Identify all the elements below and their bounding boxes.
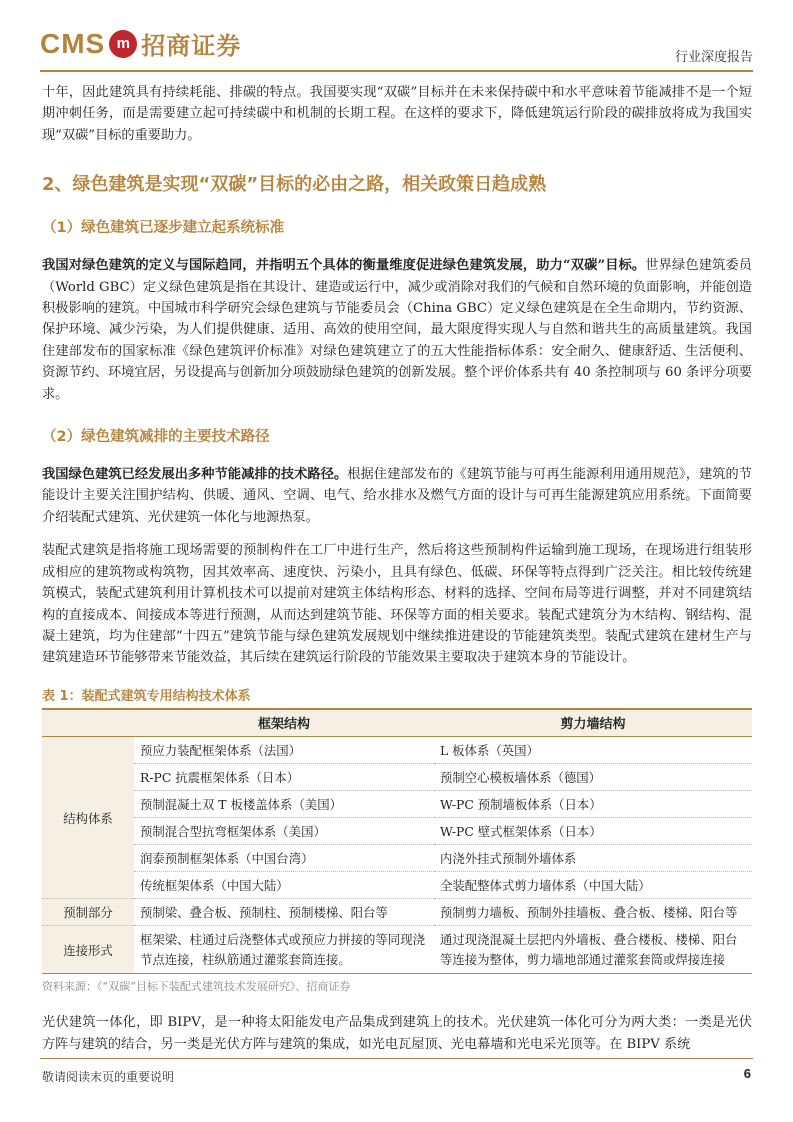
table-cell: 全装配整体式剪力墙体系（中国大陆）: [434, 872, 752, 899]
table-row: [42, 926, 752, 974]
cms-logo: [40, 26, 241, 61]
subsection-2-text: 根据住建部发布的《建筑节能与可再生能源利用通用规范》，建筑的节能设计主要关注围护结构、供暖、通风、空调、电气、给水排水及燃气方面的设计与可再生能源建筑应用系统。下面简要介绍装配式建筑、光伏建筑一体化与地源热泵。: [42, 467, 752, 525]
table-header-shearwall: 剪力墙结构: [434, 709, 752, 737]
table-row: [42, 845, 752, 872]
table-header-row: [42, 709, 752, 737]
table-row: [42, 764, 752, 791]
subsection-1-paragraph: [42, 255, 752, 405]
table-cell: 预制空心模板墙体系（德国）: [434, 764, 752, 791]
footer-disclaimer: 敬请阅读末页的重要说明: [42, 1070, 175, 1084]
subsection-1-title: （1）绿色建筑已逐步建立起系统标准: [42, 220, 285, 237]
page-number: 6: [743, 1066, 751, 1081]
structure-table: [42, 708, 752, 975]
table-row: [42, 899, 752, 926]
table-row: [42, 818, 752, 845]
table-cell: 预制混合型抗弯框架体系（美国）: [134, 818, 434, 845]
table-row: [42, 791, 752, 818]
header-divider: [40, 70, 753, 72]
prefab-paragraph: 装配式建筑是指将施工现场需要的预制构件在工厂中进行生产，然后将这些预制构件运输到施工现场，在现场进行组装形成相应的建筑物或构筑物，因其效率高、速度快、污染小，且具有绿色、低碳、环保等特点得到广泛关注。相比较传统建筑模式，装配式建筑利用计算机技术可以提前对建筑主体结构形态、材料的选择、空间布局等进行调整，并对不同建筑结构的直接成本、间接成本等进行预测，从而达到建筑节能、环保等方面的相关要求。装配式建筑分为木结构、钢结构、混凝土建筑，均为住建部“十四五”建筑节能与绿色建筑发展规划中继续推进建设的节能建筑类型。装配式建筑在建材生产与建筑建造环节能够带来节能效益，其后续在建筑运行阶段的节能效果主要取决于建筑本身的节能设计。: [42, 543, 752, 666]
page-header: [40, 18, 753, 70]
subsection-1-text: 世界绿色建筑委员（World GBC）定义绿色建筑是指在其设计、建造或运行中，减少或消除对我们的气候和自然环境的负面影响，并能创造积极影响的建筑。中国城市科学研究会绿色建筑与节能委员会（China GBC）定义绿色建筑是在全生命期内，节约资源、保护环境、减少污染，为人们提供健康、适用、高效的使用空间，最大限度得实现人与自然和谐共生的高质量建筑。我国住建部发布的国家标准《绿色建筑评价标准》对绿色建筑建立了的五大性能指标体系：安全耐久、健康舒适、生活便利、资源节约、环境宜居，另设提高与创新加分项鼓励绿色建筑的创新发展。整个评价体系共有 40 条控制项与 60 条评分项要求。: [42, 258, 752, 402]
table-cell: 内浇外挂式预制外墙体系: [434, 845, 752, 872]
table-cell: 传统框架体系（中国大陆）: [134, 872, 434, 899]
table-header-blank: [42, 709, 134, 737]
table-row: [42, 872, 752, 899]
logo-mark-icon: m: [109, 30, 137, 58]
logo-cms-text: CMS: [40, 27, 106, 59]
table-cell: 预应力装配框架体系（法国）: [134, 737, 434, 764]
subsection-2-paragraph: [42, 464, 752, 528]
connection-form-label: 连接形式: [42, 926, 134, 974]
table-cell: L 板体系（英国）: [434, 737, 752, 764]
section-2-title: 2、绿色建筑是实现“双碳”目标的必由之路，相关政策日趋成熟: [42, 174, 547, 196]
report-type-label: 行业深度报告: [674, 50, 753, 65]
table-cell: 框架梁、柱通过后浇整体式或预应力拼接的等同现浇节点连接，柱纵筋通过灌浆套筒连接。: [134, 926, 434, 974]
table-cell: W-PC 壁式框架体系（日本）: [434, 818, 752, 845]
table-cell: R-PC 抗震框架体系（日本）: [134, 764, 434, 791]
subsection-2-lead: 我国绿色建筑已经发展出多种节能减排的技术路径。: [42, 467, 348, 483]
structure-system-label: 结构体系: [42, 737, 134, 899]
subsection-2-title: （2）绿色建筑减排的主要技术路径: [42, 429, 270, 446]
table-cell: W-PC 预制墙板体系（日本）: [434, 791, 752, 818]
table-cell: 预制梁、叠合板、预制柱、预制楼梯、阳台等: [134, 899, 434, 926]
table-cell: 预制剪力墙板、预制外挂墙板、叠合板、楼梯、阳台等: [434, 899, 752, 926]
intro-paragraph: 十年，因此建筑具有持续耗能、排碳的特点。我国要实现“双碳”目标并在未来保持碳中和水平意味着节能减排不是一个短期冲刺任务，而是需要建立起可持续碳中和机制的长期工程。在这样的要求下，降低建筑运行阶段的碳排放将成为我国实现“双碳”目标的重要助力。: [42, 85, 752, 143]
table-title: 表 1：装配式建筑专用结构技术体系: [42, 688, 251, 704]
main-content: [42, 82, 752, 1055]
prefab-part-label: 预制部分: [42, 899, 134, 926]
logo-company-name: 招商证券: [141, 32, 242, 60]
table-cell: 润泰预制框架体系（中国台湾）: [134, 845, 434, 872]
table-cell: 预制混凝土双 T 板楼盖体系（美国）: [134, 791, 434, 818]
table-row: [42, 737, 752, 764]
bipv-paragraph: 光伏建筑一体化，即 BIPV，是一种将太阳能发电产品集成到建筑上的技术。光伏建筑一体化可分为两大类：一类是光伏方阵与建筑的结合，另一类是光伏方阵与建筑的集成，如光电瓦屋顶、光电幕墙和光电采光顶等。在 BIPV 系统: [42, 1015, 752, 1052]
footer-divider: [40, 1058, 753, 1059]
table-cell: 通过现浇混凝土层把内外墙板、叠合楼板、楼梯、阳台等连接为整体，剪力墙地部通过灌浆套筒或焊接连接: [434, 926, 752, 974]
subsection-1-lead: 我国对绿色建筑的定义与国际趋同，并指明五个具体的衡量维度促进绿色建筑发展，助力“双碳”目标。: [42, 258, 646, 274]
table-source: 资料来源：《“双碳”目标下装配式建筑技术发展研究》、招商证券: [42, 980, 351, 994]
table-header-frame: 框架结构: [134, 709, 434, 737]
